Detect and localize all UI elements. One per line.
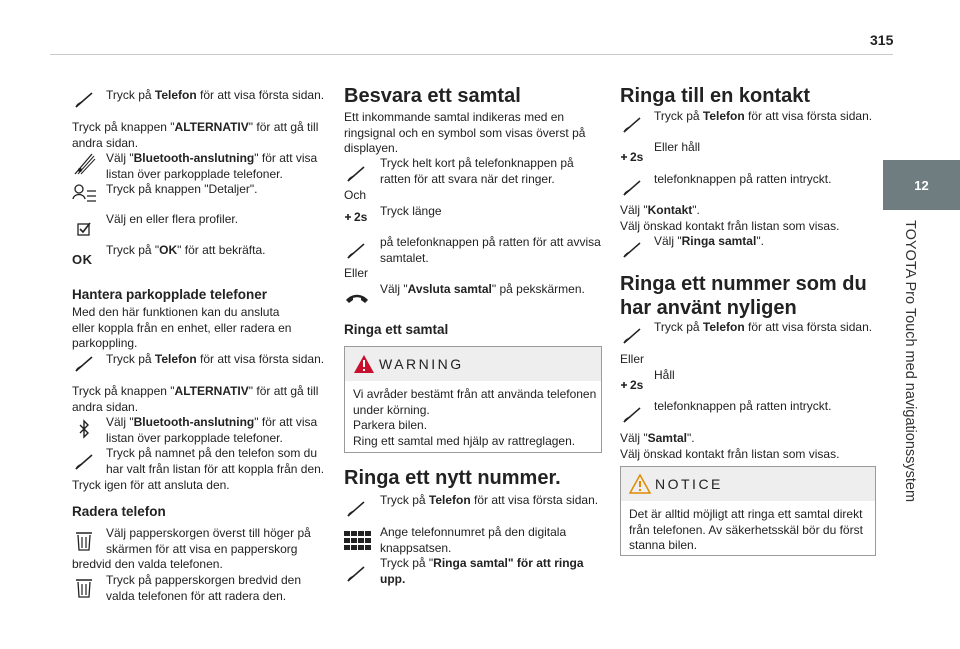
hold-duration-label: 2s [630, 378, 644, 392]
text: Välj " [106, 415, 134, 429]
header-divider [50, 54, 893, 55]
chapter-tab[interactable]: 12 [883, 160, 960, 210]
heading-answer-call: Besvara ett samtal [344, 85, 521, 107]
paragraph: bredvid den valda telefonen. [72, 557, 223, 571]
text: Håll [654, 368, 675, 382]
text: Parkera bilen. [353, 418, 428, 432]
finger-tap-icon [72, 352, 96, 374]
text-bold: Ringa samtal [681, 234, 757, 248]
text: ". [756, 234, 764, 248]
hold-duration-label: 2s [354, 210, 368, 224]
text: Välj " [106, 151, 134, 165]
text: listan över parkopplade telefoner. [106, 166, 283, 181]
finger-tap-icon [344, 239, 368, 261]
text-bold: ALTERNATIV [174, 384, 249, 398]
heading-call-contact: Ringa till en kontakt [620, 85, 811, 107]
heading-manage-phones: Hantera parkopplade telefoner [72, 287, 268, 302]
paragraph [344, 110, 585, 157]
warning-title: WARNING [379, 356, 464, 372]
text-bold: Telefon [428, 493, 471, 507]
text-bold: Bluetooth-anslutning [133, 151, 255, 165]
text: Ett inkommande samtal indikeras med en [344, 110, 565, 124]
finger-tap-icon [72, 450, 96, 472]
text: Tryck på [106, 88, 155, 102]
trash-icon [72, 577, 96, 599]
warning-triangle-icon [353, 354, 375, 374]
text: parkoppling. [72, 336, 138, 350]
text: för att visa första sidan. [744, 109, 873, 123]
text-och: Och [344, 188, 367, 202]
text-bold: Telefon [702, 109, 745, 123]
text: Tryck på " [106, 243, 160, 257]
heading-delete-phone: Radera telefon [72, 504, 166, 519]
text: andra sidan. [72, 135, 139, 150]
text-bold: Avsluta samtal [407, 282, 492, 296]
text: Tryck helt kort på telefonknappen på [380, 156, 574, 170]
text: " på pekskärmen. [491, 282, 585, 296]
text: Välj papperskorgen överst till höger på [106, 526, 311, 540]
text: skärmen för att visa en papperskorg [106, 541, 298, 556]
text: Välj en eller flera profiler. [106, 212, 239, 226]
finger-tap-icon [72, 88, 96, 110]
text-bold: Kontakt [647, 203, 693, 217]
text-eller: Eller [344, 266, 369, 280]
text: Tryck på knappen " [72, 384, 175, 398]
warning-text [353, 387, 596, 449]
text: på telefonknappen på ratten för att avvisa [380, 235, 601, 249]
ok-icon: OK [72, 252, 93, 267]
text: Välj önskad kontakt från listan som visas. [620, 446, 840, 461]
hold-2s-icon [620, 374, 650, 396]
text: Ring ett samtal med hjälp av rattreglagen. [353, 433, 576, 448]
text: Tryck länge [380, 204, 442, 218]
warning-box [344, 346, 602, 453]
paragraph [72, 384, 318, 415]
hang-up-icon [344, 288, 370, 310]
finger-tap-icon [620, 113, 644, 135]
text: ". [686, 431, 695, 445]
text: Med den här funktionen kan du ansluta [72, 305, 280, 319]
paragraph [72, 120, 318, 151]
text: Tryck på [654, 320, 703, 334]
text: Välj " [380, 282, 408, 296]
bluetooth-signal-icon [72, 151, 98, 177]
text-bold: Ringa samtal" för att ringa [433, 556, 584, 570]
paragraph: Tryck igen för att ansluta den. [72, 478, 230, 492]
notice-triangle-icon [629, 474, 651, 494]
text: Välj " [620, 431, 648, 445]
text: under körning. [353, 402, 430, 417]
text-eller: Eller [620, 352, 645, 366]
finger-tap-icon [620, 403, 644, 425]
checkbox-icon [72, 220, 92, 238]
text-bold: Samtal [647, 431, 687, 445]
text: har använt nyligen [620, 297, 797, 319]
text-bold: Bluetooth-anslutning [133, 415, 255, 429]
text: Välj önskad kontakt från listan som visas. [620, 218, 840, 233]
text: ringsignal och en symbol som visas överst på [344, 125, 586, 140]
text: telefonknappen på ratten intryckt. [654, 399, 832, 413]
text: " för att bekräfta. [177, 243, 266, 257]
chapter-title: TOYOTA Pro Touch med navigationssystem [902, 220, 918, 503]
finger-tap-icon [620, 238, 644, 260]
text: Eller håll [654, 140, 701, 154]
text: har valt från listan för att koppla från den. [106, 461, 325, 476]
text: Tryck på papperskorgen bredvid den [106, 573, 301, 587]
trash-icon [72, 530, 96, 552]
heading-recent-number [620, 272, 867, 320]
text: ratten för att svara när det ringer. [380, 171, 555, 186]
text: Ringa ett nummer som du [620, 273, 867, 295]
notice-title: NOTICE [655, 476, 723, 492]
finger-tap-icon [344, 562, 368, 584]
text: Vi avråder bestämt från att använda telefonen [353, 387, 597, 401]
text: för att visa första sidan. [196, 88, 325, 102]
text: samtalet. [380, 250, 429, 265]
heading-new-number: Ringa ett nytt nummer. [344, 467, 561, 489]
paragraph [72, 305, 291, 352]
text: Välj " [620, 203, 648, 217]
text: Tryck på [106, 352, 155, 366]
hold-2s-icon [344, 206, 374, 228]
text-bold: Telefon [154, 88, 197, 102]
text: stanna bilen. [629, 538, 698, 552]
finger-tap-icon [620, 176, 644, 198]
text: " för att visa [254, 415, 318, 429]
text: för att visa första sidan. [744, 320, 873, 334]
text: Ange telefonnumret på den digitala [380, 525, 567, 539]
text: " för att gå till [248, 384, 319, 398]
text: för att visa första sidan. [470, 493, 599, 507]
text: från telefonen. Av säkerhetsskäl bör du först [629, 522, 863, 537]
text: eller koppla från en enhet, eller radera en [72, 320, 292, 335]
user-details-icon [72, 182, 98, 208]
finger-tap-icon [344, 162, 368, 184]
keypad-icon [344, 531, 372, 553]
text: valda telefonen för att radera den. [106, 588, 287, 603]
text: " för att visa [254, 151, 318, 165]
text: " för att gå till [248, 120, 319, 134]
paragraph [620, 431, 839, 462]
text: Det är alltid möjligt att ringa ett samtal direkt [629, 507, 863, 521]
finger-tap-icon [344, 497, 368, 519]
text-bold: Telefon [702, 320, 745, 334]
paragraph [620, 203, 839, 234]
text-bold: OK [159, 243, 178, 257]
text: Välj " [654, 234, 682, 248]
text: Tryck på knappen "Detaljer". [106, 182, 258, 196]
text: Tryck på " [380, 556, 434, 570]
text: Tryck på [654, 109, 703, 123]
hold-duration-label: 2s [630, 150, 644, 164]
heading-make-call: Ringa ett samtal [344, 322, 449, 337]
finger-tap-icon [620, 324, 644, 346]
text: Tryck på knappen " [72, 120, 175, 134]
text: Tryck på [380, 493, 429, 507]
text: displayen. [344, 141, 399, 155]
notice-box [620, 466, 876, 556]
page-number: 315 [870, 32, 894, 48]
notice-text [629, 507, 863, 554]
text-bold: upp. [380, 571, 406, 586]
hold-2s-icon [620, 146, 650, 168]
bluetooth-icon [72, 419, 96, 441]
text: knappsatsen. [380, 540, 452, 555]
text-bold: Telefon [154, 352, 197, 366]
text: ". [692, 203, 700, 217]
text-bold: ALTERNATIV [174, 120, 249, 134]
text: andra sidan. [72, 399, 139, 414]
text: Tryck på namnet på den telefon som du [106, 446, 318, 460]
text: för att visa första sidan. [196, 352, 325, 366]
text: listan över parkopplade telefoner. [106, 430, 283, 445]
text: telefonknappen på ratten intryckt. [654, 172, 832, 186]
